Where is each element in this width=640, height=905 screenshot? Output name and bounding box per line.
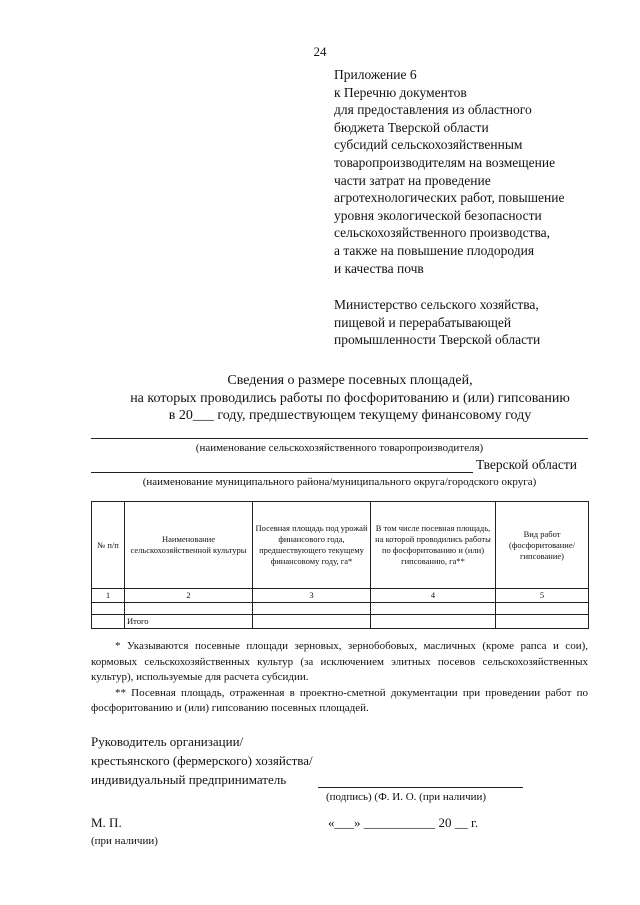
signatory-line: индивидуальный предприниматель — [91, 772, 287, 787]
municipality-name-line — [91, 472, 473, 473]
municipality-caption: (наименование муниципального района/муниципального округа/городского округа) — [142, 476, 537, 488]
footnote-2: ** Посевная площадь, отраженная в проектно-сметной документации при проведении работ по фосфоритованию и (или) гипсованию посевных площадей. — [91, 686, 588, 715]
title-line: Сведения о размере посевных площадей, — [227, 373, 473, 388]
column-number: 5 — [496, 589, 589, 603]
table-cell[interactable] — [371, 603, 496, 615]
footnote-1: * Указываются посевные площади зерновых, зернобобовых, масличных (кроме рапса и сои), кормовых сельскохозяйственных культур (за исключением элитных посевов сельскохозяйственных культур), используемые для расчета субсидии. — [91, 640, 588, 684]
table-total-row — [92, 615, 589, 629]
table-cell[interactable] — [371, 615, 496, 629]
table-cell[interactable] — [253, 603, 371, 615]
footnotes — [91, 639, 588, 717]
signature-block — [91, 732, 313, 789]
header-crop: Наименование сельскохозяйственной культуры — [125, 502, 253, 589]
page-number: 24 — [313, 44, 327, 59]
stamp-note: (при наличии) — [91, 835, 158, 847]
region-suffix: Тверской области — [476, 457, 577, 472]
addressee-line: промышленности Тверской области — [334, 332, 541, 348]
total-label: Итого — [125, 615, 253, 629]
addressee-line: пищевой и перерабатывающей — [334, 314, 512, 330]
signature-caption: (подпись) (Ф. И. О. (при наличии) — [326, 791, 487, 803]
table-cell[interactable] — [253, 615, 371, 629]
column-number: 2 — [125, 589, 253, 603]
table-cell[interactable] — [496, 603, 589, 615]
table-number-row — [92, 589, 589, 603]
stamp-label: М. П. — [91, 815, 122, 830]
appendix-block — [334, 66, 564, 277]
appendix-line: сельскохозяйственного производства, — [334, 225, 551, 241]
table-cell[interactable] — [92, 615, 125, 629]
appendix-line: уровня экологической безопасности — [334, 207, 542, 223]
title-line: в 20___ году, предшествующем текущему финансовому году — [168, 408, 532, 424]
appendix-line: а также на повышение плодородия — [334, 242, 535, 258]
table-header-row — [92, 502, 589, 589]
addressee-line: Министерство сельского хозяйства, — [334, 297, 539, 312]
document-title — [60, 372, 640, 425]
table-cell[interactable] — [496, 615, 589, 629]
appendix-line: агротехнологических работ, повышение — [334, 190, 565, 206]
column-number: 1 — [92, 589, 125, 603]
table-cell[interactable] — [125, 603, 253, 615]
producer-name-line — [91, 438, 588, 439]
column-number: 3 — [253, 589, 371, 603]
table-cell[interactable] — [92, 603, 125, 615]
signature-line[interactable] — [318, 787, 523, 788]
producer-caption: (наименование сельскохозяйственного товаропроизводителя) — [195, 442, 484, 454]
appendix-line: Приложение 6 — [334, 67, 417, 82]
header-treated-area: В том числе посевная площадь, на которой проводились работы по фосфоритованию и (или) гипсованию, га** — [371, 502, 496, 589]
appendix-line: для предоставления из областного — [334, 102, 532, 118]
areas-table — [91, 501, 589, 629]
date-field[interactable]: «___» ___________ 20 __ г. — [328, 815, 479, 830]
appendix-line: к Перечню документов — [334, 84, 467, 100]
title-line: на которых проводились работы по фосфоритованию и (или) гипсованию — [130, 390, 570, 406]
header-work-type: Вид работ (фосфоритование/ гипсование) — [496, 502, 589, 589]
addressee-block — [334, 296, 540, 349]
appendix-line: бюджета Тверской области — [334, 119, 489, 135]
signatory-line: Руководитель организации/ — [91, 734, 244, 749]
header-sown-area: Посевная площадь под урожай финансового года, предшествующего текущему финансовому году, га* — [253, 502, 371, 589]
column-number: 4 — [371, 589, 496, 603]
appendix-line: субсидий сельскохозяйственным — [334, 137, 523, 153]
appendix-line: и качества почв — [334, 260, 424, 276]
table-row — [92, 603, 589, 615]
appendix-line: части затрат на проведение — [334, 172, 491, 188]
signatory-line: крестьянского (фермерского) хозяйства/ — [91, 753, 313, 768]
appendix-line: товаропроизводителям на возмещение — [334, 154, 556, 170]
header-number: № п/п — [92, 502, 125, 589]
